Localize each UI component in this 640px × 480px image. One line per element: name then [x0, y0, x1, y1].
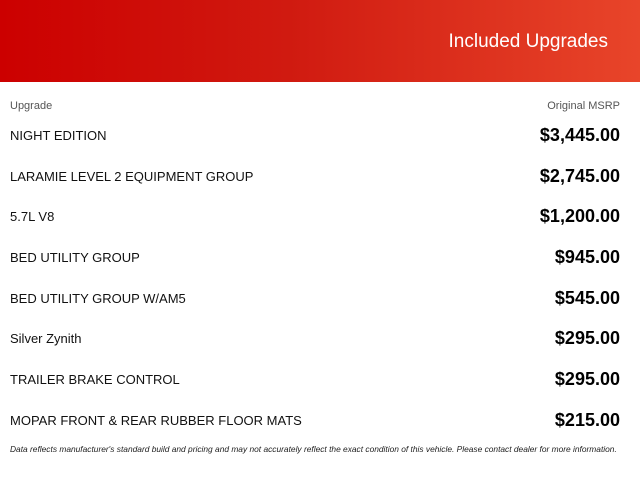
upgrade-list — [0, 116, 640, 442]
upgrade-name: MOPAR FRONT & REAR RUBBER FLOOR MATS — [10, 412, 302, 428]
upgrade-price: $215.00 — [554, 409, 620, 430]
upgrade-name: NIGHT EDITION — [10, 128, 107, 143]
upgrade-price: $545.00 — [554, 287, 620, 308]
list-item — [0, 401, 640, 442]
disclaimer-text: Data reflects manufacturer's standard build and pricing and may not accurately reflect the exact condition of this vehicle. Please contact dealer for more information. — [10, 444, 617, 454]
upgrade-name: Silver Zynith — [10, 331, 82, 347]
upgrade-name: BED UTILITY GROUP — [10, 250, 140, 266]
column-header-upgrade: Upgrade — [10, 100, 53, 112]
list-item — [0, 279, 640, 320]
header-banner — [0, 0, 640, 82]
list-item — [0, 319, 640, 360]
upgrade-price: $945.00 — [554, 247, 620, 268]
upgrade-price: $1,200.00 — [539, 206, 620, 227]
list-item — [0, 116, 640, 157]
upgrade-price: $295.00 — [554, 328, 620, 349]
upgrade-price: $2,745.00 — [539, 165, 620, 186]
list-item — [0, 197, 640, 238]
page-title: Included Upgrades — [448, 31, 608, 52]
list-item — [0, 360, 640, 401]
upgrade-name: LARAMIE LEVEL 2 EQUIPMENT GROUP — [10, 168, 254, 184]
upgrade-price: $3,445.00 — [539, 125, 620, 145]
column-header-msrp: Original MSRP — [547, 100, 620, 112]
list-item — [0, 157, 640, 198]
upgrade-name: 5.7L V8 — [10, 209, 55, 225]
upgrade-name: BED UTILITY GROUP W/AM5 — [10, 290, 186, 306]
list-item — [0, 238, 640, 279]
upgrade-price: $295.00 — [554, 369, 620, 390]
upgrade-name: TRAILER BRAKE CONTROL — [10, 372, 180, 388]
